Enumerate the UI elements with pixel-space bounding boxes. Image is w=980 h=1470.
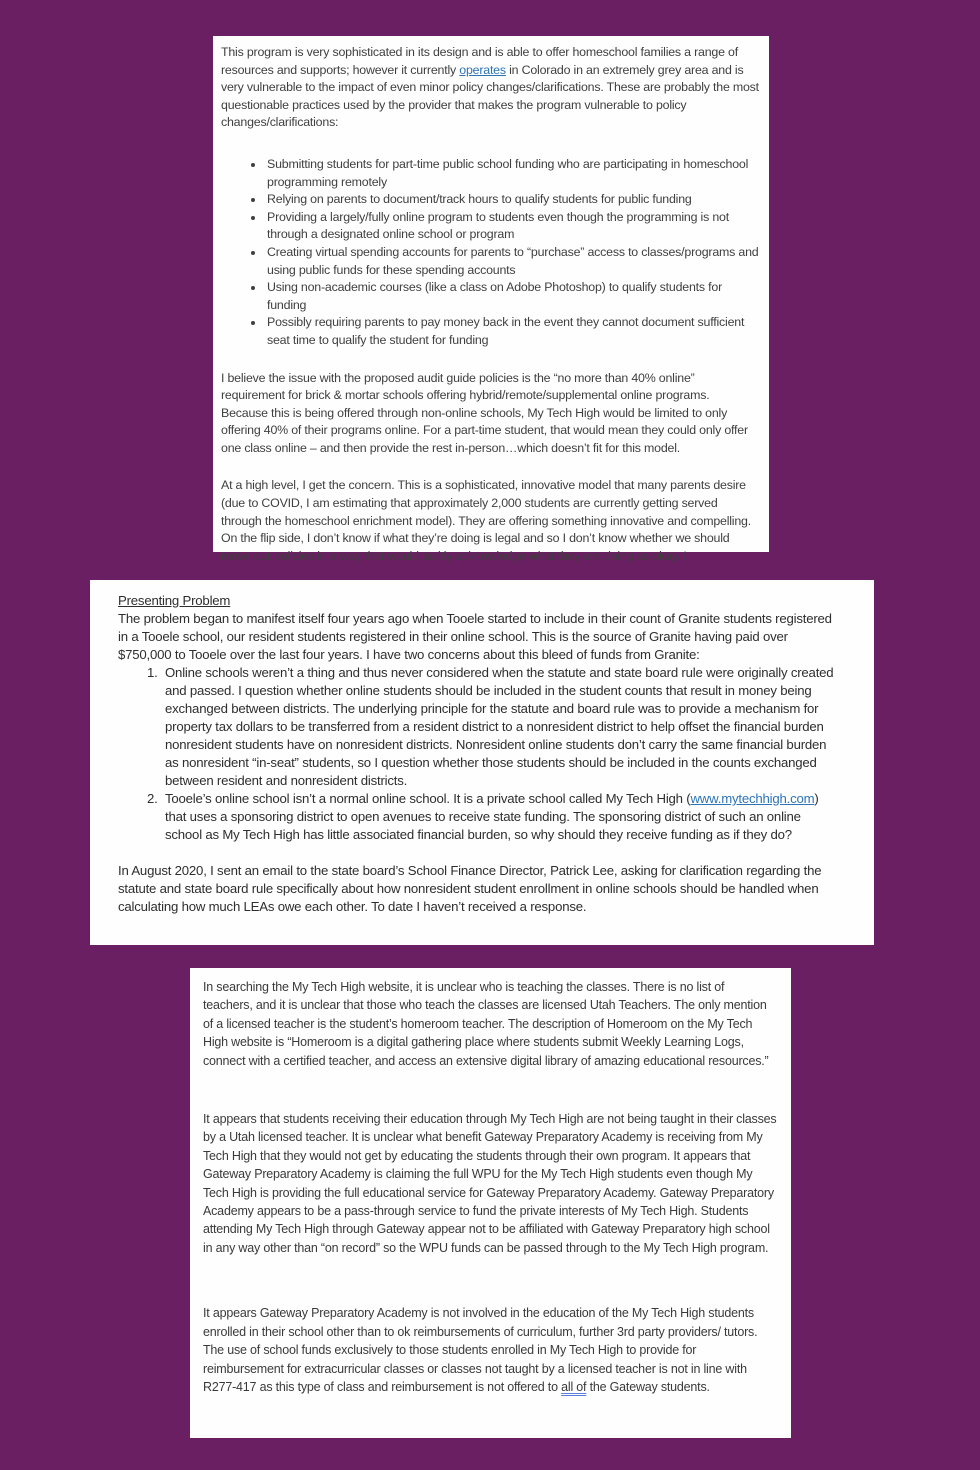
doc1-paragraph-intro bbox=[221, 44, 759, 132]
bullet-item: • Submitting students for part-time public school funding who are participating in homeschool programming remotely bbox=[265, 156, 759, 191]
doc2-numbered-list bbox=[118, 664, 838, 844]
doc3-closing-text-end: the Gateway students. bbox=[586, 1379, 710, 1394]
document-excerpt-bottom bbox=[190, 968, 791, 1438]
doc1-paragraph-high-level: At a high level, I get the concern. This is a sophisticated, innovative model that many parents desire (due to COVID, I am estimating that approximately 2,000 students are currently getting served through the homeschool enrichment model). They are offering something innovative and compelling. On the flip side, I don’t know if what they’re doing is legal and so I don’t know whether we should move our policies in a way that would tacitly acknowledge what they are doing as okay. I bbox=[221, 478, 751, 563]
doc2-item2-text-after-link: ) that uses a sponsoring district to open avenues to receive state funding. The sponsoring district of such an online school as My Tech High has little associated financial burden, so why should they receive funding as if they do? bbox=[165, 791, 819, 842]
numbered-item-2 bbox=[161, 790, 838, 844]
doc3-paragraph-wpu: It appears that students receiving their education through My Tech High are not being taught in their classes by a Utah licensed teacher. It is unclear what benefit Gateway Preparatory Academy is receiving from My Tech High that they would not get by educating the students through their own program. It appears that Gateway Preparatory Academy is claiming the full WPU for the My Tech High students even though My Tech High is providing the full educational service for Gateway Preparatory Academy. Gateway Preparatory Academy appears to be a pass-through service to fund the private interests of My Tech High. Students attending My Tech High through Gateway appear not to be affiliated with Gateway Preparatory high school in any way other than “on record” so the WPU funds can be passed through to the My Tech High program. bbox=[203, 1112, 777, 1255]
doc1-paragraph-audit-guide: I believe the issue with the proposed audit guide policies is the “no more than 40% online” requirement for brick & mortar schools offering hybrid/remote/supplemental online programs. Because this is being offered through non-online schools, My Tech High would be limited to only offering 40% of their programs online. For a part-time student, that would mean they could only offer one class online – and then provide the rest in-person…which doesn’t fit for this model. bbox=[221, 370, 748, 455]
doc1-intro-text: This program is very sophisticated in its design and is able to offer homeschool families a range of resources and supports; however it currently bbox=[221, 45, 738, 77]
doc1-intro-text-after-link: in Colorado in an extremely grey area and is very vulnerable to the impact of even minor policy changes/clarifications. These are probably the most questionable practices used by the provider that makes the program vulnerable to policy changes/clarifications: bbox=[221, 62, 759, 130]
bullet-item: • Using non-academic courses (like a class on Adobe Photoshop) to qualify students for funding bbox=[265, 279, 759, 314]
presenting-problem-heading: Presenting Problem bbox=[118, 593, 231, 608]
bullet-item: • Relying on parents to document/track hours to qualify students for public funding bbox=[265, 191, 759, 209]
document-excerpt-top bbox=[213, 36, 769, 563]
bullet-item: • Possibly requiring parents to pay money back in the event they cannot document sufficient seat time to qualify the student for funding bbox=[265, 314, 759, 349]
bullet-item: • Providing a largely/fully online program to students even though the programming is not through a designated online school or program bbox=[265, 209, 759, 244]
doc3-paragraph-website: In searching the My Tech High website, it is unclear who is teaching the classes. There is no list of teachers, and it is unclear that those who teach the classes are licensed Utah Teachers. The only mention of a licensed teacher is the student’s homeroom teacher. The description of Homeroom on the My Tech High website is “Homeroom is a digital gathering place where students submit Weekly Learning Logs, connect with a certified teacher, and access an extensive digital library of amazing educational resources.” bbox=[203, 980, 769, 1068]
operates-link[interactable]: operates bbox=[459, 62, 506, 77]
doc3-paragraph-reimbursement bbox=[203, 1304, 777, 1396]
doc1-bullet-list bbox=[221, 156, 759, 350]
grammar-marked-text: all of bbox=[561, 1379, 587, 1394]
numbered-item-1: 1. Online schools weren’t a thing and thus never considered when the statute and state board rule were originally created and passed. I question whether online students should be included in the student counts that result in money being exchanged between districts. The underlying principle for the statute and board rule was to provide a mechanism for property tax dollars to be transferred from a resident district to a nonresident district to help offset the financial burden nonresident students have on nonresident districts. Nonresident online students don’t carry the same financial burden as nonresident “in-seat” students, so I question whether those students should be included in the counts exchanged between resident and nonresident districts. bbox=[161, 664, 838, 790]
doc2-paragraph-closing: In August 2020, I sent an email to the state board’s School Finance Director, Patrick Lee, asking for clarification regarding the statute and state board rule specifically about how nonresident student enrollment in online schools should be handled when calculating how much LEAs owe each other. To date I haven’t received a response. bbox=[118, 863, 822, 914]
document-excerpt-middle bbox=[90, 580, 874, 945]
doc2-item2-text: Tooele’s online school isn’t a normal online school. It is a private school called My Tech High ( bbox=[165, 791, 691, 806]
bullet-item: • Creating virtual spending accounts for parents to “purchase” access to classes/programs and using public funds for these spending accounts bbox=[265, 244, 759, 279]
doc3-closing-text: It appears Gateway Preparatory Academy is not involved in the education of the My Tech High students enrolled in their school other than to ok reimbursements of curriculum, further 3rd party providers/ tutors. The use of school funds exclusively to those students enrolled in My Tech High to provide for reimbursement for extracurricular classes or classes not taught by a licensed teacher is not in line with R277-417 as this type of class and reimbursement is not offered to bbox=[203, 1306, 758, 1394]
doc2-paragraph-intro: The problem began to manifest itself four years ago when Tooele started to include in their count of Granite students registered in a Tooele school, our resident students registered in their online school. This is the source of Granite having paid over $750,000 to Tooele over the last four years. I have two concerns about this bleed of funds from Granite: bbox=[118, 611, 832, 662]
mytechhigh-link[interactable]: www.mytechhigh.com bbox=[690, 791, 815, 806]
